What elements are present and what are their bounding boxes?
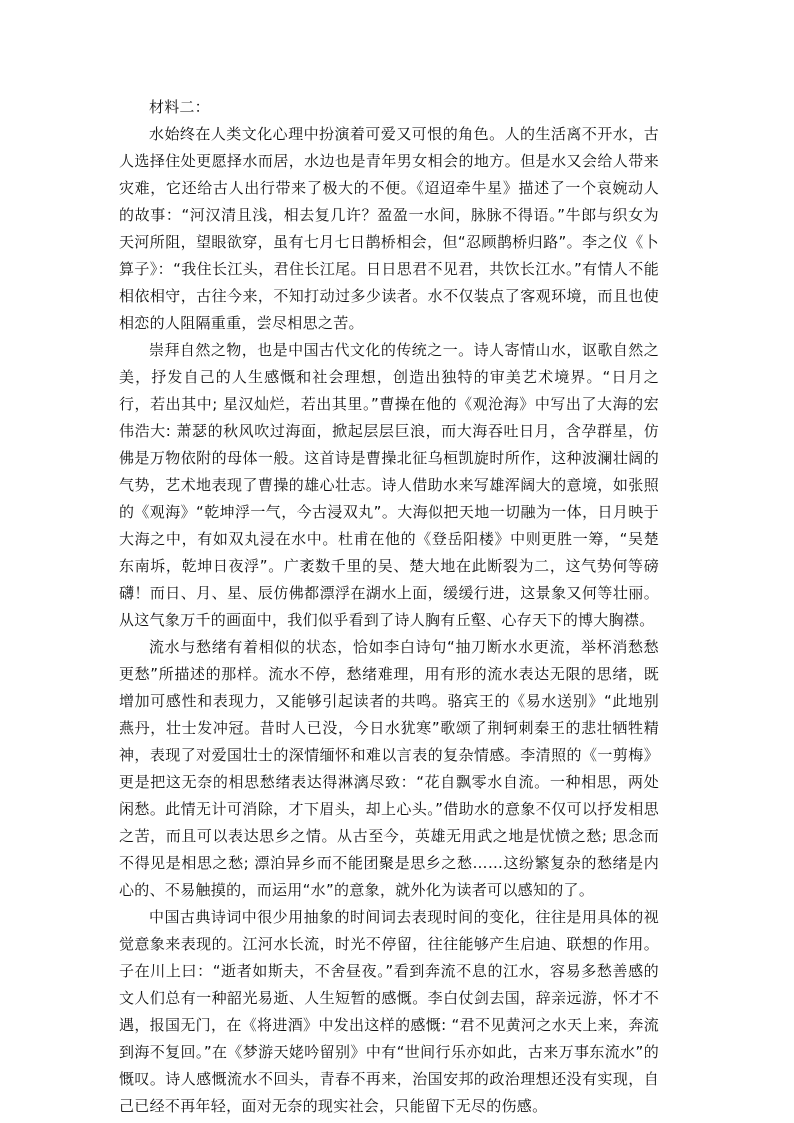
paragraph-nature-worship: 崇拜自然之物，也是中国古代文化的传统之一。诗人寄情山水，讴歌自然之美，抒发自己的人生感慨和社会理想，创造出独特的审美艺术境界。“日月之行，若出其中; 星汉灿烂，若出其里。”曹操在他的《观沧海》中写出了大海的宏伟浩大: 萧瑟的秋风吹过海面，掀起层层巨浪，而大海吞吐日月，含孕群星，仿佛是万物依附的母体一般。这首诗是曹操北征乌桓凯旋时所作，这种波澜壮阔的气势，艺术地表现了曹操的雄心壮志。诗人借助水来写雄浑阔大的意境，如张照的《观海》“乾坤浮一气，今古浸双丸”。大海似把天地一切融为一体，日月映于大海之中，有如双丸浸在水中。杜甫在他的《登岳阳楼》中则更胜一筹，“吴楚东南坼，乾坤日夜浮”。广袤数千里的吴、楚大地在此断裂为二，这气势何等磅礴！而日、月、星、辰仿佛都漂浮在湖水上面，缓缓行进，这景象又何等壮丽。从这气象万千的画面中，我们似乎看到了诗人胸有丘壑、心存天下的博大胸襟。 bbox=[119, 341, 659, 629]
section-heading: 材料二： bbox=[149, 98, 210, 116]
document-page bbox=[119, 94, 659, 1120]
paragraph-water-character: 水始终在人类文化心理中扮演着可爱又可恨的角色。人的生活离不开水，古人选择住处更愿择水而居，水边也是青年男女相会的地方。但是水又会给人带来灾难，它还给古人出行带来了极大的不便。《迢迢牵牛星》描述了一个哀婉动人的故事：“河汉清且浅，相去复几许？盈盈一水间，脉脉不得语。”牛郎与织女为天河所阻，望眼欲穿，虽有七月七日鹊桥相会，但“忍顾鹊桥归路”。李之仪《卜算子》：“我住长江头，君住长江尾。日日思君不见君，共饮长江水。”有情人不能相依相守，古往今来，不知打动过多少读者。水不仅装点了客观环境，而且也使相恋的人阻隔重重，尝尽相思之苦。 bbox=[119, 125, 659, 332]
paragraph-water-and-sorrow: 流水与愁绪有着相似的状态，恰如李白诗句“抽刀断水水更流，举杯消愁愁更愁”所描述的那样。流水不停，愁绪难理，用有形的流水表达无限的思绪，既增加可感性和表现力，又能够引起读者的共鸣。骆宾王的《易水送别》“此地别燕丹，壮士发冲冠。昔时人已没，今日水犹寒”歌颂了荆轲刺秦王的悲壮牺牲精神，表现了对爱国壮士的深情缅怀和难以言表的复杂情感。李清照的《一剪梅》更是把这无奈的相思愁绪表达得淋漓尽致：“花自飘零水自流。一种相思，两处闲愁。此情无计可消除，才下眉头，却上心头。”借助水的意象不仅可以抒发相思之苦，而且可以表达思乡之情。从古至今，英雄无用武之地是忧愤之愁; 思念而不得见是相思之愁; 漂泊异乡而不能团聚是思乡之愁……这纷繁复杂的愁绪是内心的、不易触摸的，而运用“水”的意象，就外化为读者可以感知的了。 bbox=[119, 638, 659, 899]
paragraph-water-and-time: 中国古典诗词中很少用抽象的时间词去表现时间的变化，往往是用具体的视觉意象来表现的。江河水长流，时光不停留，往往能够产生启迪、联想的作用。子在川上曰：“逝者如斯夫，不舍昼夜。”看到奔流不息的江水，容易多愁善感的文人们总有一种韶光易逝、人生短暂的感慨。李白仗剑去国，辞亲远游，怀才不遇，报国无门，在《将进酒》中发出这样的感慨: “君不见黄河之水天上来，奔流到海不复回。”在《梦游天姥吟留别》中有“世间行乐亦如此，古来万事东流水”的慨叹。诗人感慨流水不回头，青春不再来，治国安邦的政治理想还没有实现，自己已经不再年轻，面对无奈的现实社会，只能留下无尽的伤感。 bbox=[119, 908, 659, 1115]
